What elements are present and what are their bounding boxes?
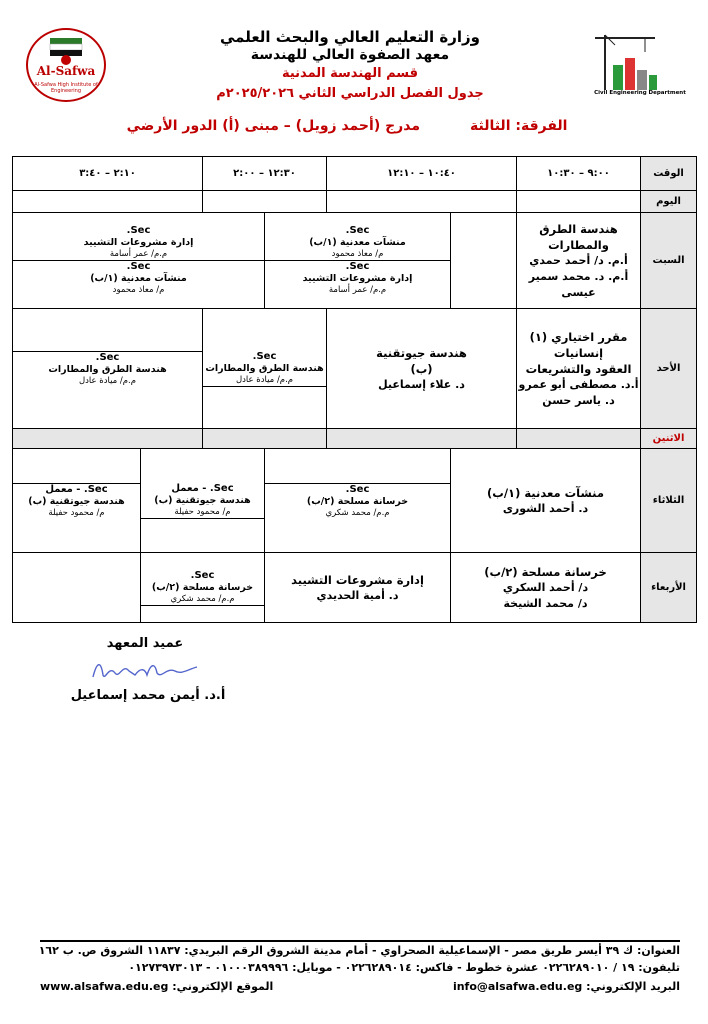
sat-section-1-tag: Sec. <box>345 225 370 236</box>
time-slot-1: ٩:٠٠ – ١٠:٣٠ <box>517 157 641 191</box>
sat-lecture <box>517 213 641 309</box>
sun-lecture-1 <box>517 309 641 429</box>
sat-section-2-person: م.م/ عمر أسامة <box>109 249 168 259</box>
tue-section-2-person: م.م/ محمد شكري <box>325 507 390 518</box>
tue-section-3-title: هندسة جيوتقنية (ب) <box>28 495 125 507</box>
tue-lecture <box>451 449 641 553</box>
wed-lecture-2-title: إدارة مشروعات التشييد <box>291 572 424 587</box>
dean-title: عميد المعهد <box>106 636 184 651</box>
time-slot-4: ٢:١٠ – ٣:٤٠ <box>13 157 203 191</box>
sun-lecture-2-lecturer: د. علاء إسماعيل <box>378 377 465 391</box>
year-label: الفرقة: الثالثة <box>470 118 568 134</box>
time-header: الوقت <box>641 157 697 191</box>
tue-section-block-3 <box>13 449 141 553</box>
sun-section-1-person: م.م/ ميادة عادل <box>235 374 294 385</box>
sat-lecture-lecturer-1: أ.م. د/ أحمد حمدي <box>529 253 628 267</box>
tue-section-2-tag: Sec. <box>345 483 370 495</box>
footer-phones: تليفون: ١٩ / ٠٢٢٦٢٨٩٠١٠ عشرة خطوط - فاكس: ٠٢٢٦٢٨٩٠١٤ - موبايل: ٠١٠٠٠٣٨٩٩٩٦ - ٠١٢٧٣٩٧٣٠١٣ <box>128 961 680 974</box>
sun-lecture-2 <box>327 309 517 429</box>
sun-section-block-2 <box>13 309 203 429</box>
sat-section-3-tag: Sec. <box>345 261 370 272</box>
institute-heading: معهد الصفوة العالي للهندسة <box>250 47 450 63</box>
sun-section-1-title: هندسة الطرق والمطارات <box>205 362 324 374</box>
sat-section-3-title: إدارة مشروعات التشييد <box>302 273 413 284</box>
mon-slot-2 <box>327 429 517 449</box>
sun-lecture-2-title-2: (ب) <box>410 361 433 376</box>
sun-lecture-1-title-3: العقود والتشريعات <box>525 361 632 376</box>
tue-section-3-tag: Sec. - معمل <box>45 483 108 495</box>
wed-section-1-person: م.م/ محمد شكري <box>170 593 235 604</box>
footer-site[interactable]: www.alsafwa.edu.eg <box>40 980 169 993</box>
day-tuesday: الثلاثاء <box>641 449 697 553</box>
wed-lecture-2 <box>265 553 451 623</box>
department-heading: قسم الهندسة المدنية <box>281 66 419 81</box>
sat-lecture-title: هندسة الطرق والمطارات <box>539 221 618 252</box>
footer-contact <box>40 980 680 993</box>
handwritten-signature <box>85 655 205 685</box>
sun-lecture-2-title-1: هندسة جيوتقنية <box>376 345 467 360</box>
ministry-heading: وزارة التعليم العالي والبحث العلمي <box>219 28 481 46</box>
logo-subtitle: Al-Safwa High Institute of Engineering <box>34 82 98 94</box>
department-logo-caption: Civil Engineering Department <box>594 90 686 96</box>
tue-section-1-tag: Sec. - معمل <box>171 482 234 494</box>
sat-section-4-tag: Sec. <box>126 261 151 272</box>
tue-section-3-person: م/ محمود حفيلة <box>48 507 105 518</box>
schedule-title: جدول الفصل الدراسي الثاني ٢٠٢٥/٢٠٢٦م <box>216 86 484 101</box>
sat-section-2-tag: Sec. <box>126 225 151 236</box>
tue-lecture-lecturer: د. أحمد الشورى <box>502 501 589 515</box>
sat-section-2-title: إدارة مشروعات التشييد <box>83 237 194 248</box>
tue-section-block-1 <box>265 449 451 553</box>
sun-section-1-tag: Sec. <box>252 350 277 362</box>
sun-lecture-1-lecturer-2: د. ياسر حسن <box>542 393 615 407</box>
alsafwa-logo <box>26 28 106 102</box>
time-slot-3: ١٢:٣٠ – ٢:٠٠ <box>203 157 327 191</box>
wed-lecture-1-lecturer-1: د/ أحمد السكري <box>502 580 589 594</box>
sat-section-4-title: منشآت معدنية (١/ب) <box>90 273 187 284</box>
sat-lecture-lecturer-2: أ.م. د. محمد سمير عيسى <box>528 269 629 299</box>
wed-lecture-1-title: خرسانة مسلحة (٢/ب) <box>484 564 607 579</box>
tue-section-block-2 <box>141 449 265 553</box>
dean-name: أ.د. أيمن محمد إسماعيل <box>70 688 226 703</box>
sun-lecture-1-lecturer-1: أ.د. مصطفى أبو عمرو <box>518 377 639 391</box>
sat-section-block-1 <box>265 213 451 309</box>
footer-site-wrap <box>40 980 273 993</box>
wed-lecture-1-lecturer-2: د/ محمد الشيخة <box>503 596 588 610</box>
tue-section-2-title: خرسانة مسلحة (٢/ب) <box>306 495 409 507</box>
sun-section-2-person: م.م/ ميادة عادل <box>78 375 137 386</box>
wed-lecture-1 <box>451 553 641 623</box>
mon-slot-1 <box>517 429 641 449</box>
wed-lecture-2-lecturer: د. أمية الحديدي <box>316 588 399 602</box>
day-monday: الاثنين <box>641 429 697 449</box>
logo-text: Al-Safwa <box>36 64 96 78</box>
sat-section-1-person: م/ معاذ محمود <box>331 249 384 259</box>
footer-site-label: الموقع الإلكتروني: <box>172 980 274 993</box>
wed-section-1-title: خرسانة مسلحة (٢/ب) <box>151 581 254 593</box>
day-saturday: السبت <box>641 213 697 309</box>
footer-email-label: البريد الإلكتروني: <box>586 980 680 993</box>
sat-section-4-person: م/ معاذ محمود <box>112 285 165 295</box>
sat-section-block-2 <box>13 213 265 309</box>
sun-section-2-tag: Sec. <box>95 351 120 363</box>
footer-divider <box>40 940 680 942</box>
hall-label: مدرج (أحمد زويل) – مبنى (أ) الدور الأرضي <box>126 118 420 134</box>
time-slot-2: ١٠:٤٠ – ١٢:١٠ <box>327 157 517 191</box>
sun-lecture-1-title-1: مقرر اختياري (١) <box>529 329 628 344</box>
tue-lecture-title: منشآت معدنية (١/ب) <box>487 485 604 500</box>
mon-slot-4 <box>13 429 203 449</box>
mon-slot-3 <box>203 429 327 449</box>
sun-section-2-title: هندسة الطرق والمطارات <box>48 363 167 375</box>
footer-address: العنوان: ك ٣٩ أيسر طريق مصر - الإسماعيلية الصحراوي - أمام مدينة الشروق الرقم البريدي: ١١٨٣٧ الشروق ص. ب ١٦٢ <box>38 944 680 957</box>
wed-empty-slot <box>13 553 141 623</box>
day-wednesday: الأربعاء <box>641 553 697 623</box>
wed-section-block <box>141 553 265 623</box>
sun-section-block-1 <box>203 309 327 429</box>
footer-email[interactable]: info@alsafwa.edu.eg <box>452 980 583 993</box>
wed-section-1-tag: Sec. <box>190 569 215 581</box>
day-header: اليوم <box>641 191 697 213</box>
sat-empty-slot <box>451 213 517 309</box>
tue-section-1-person: م/ محمود حفيلة <box>174 506 231 517</box>
sat-section-3-person: م.م/ عمر أسامة <box>328 285 387 295</box>
day-sunday: الأحد <box>641 309 697 429</box>
schedule-table <box>12 156 697 623</box>
sat-section-1-title: منشآت معدنية (١/ب) <box>309 237 406 248</box>
sun-lecture-1-title-2: إنسانيات <box>553 345 604 360</box>
tue-section-1-title: هندسة جيوتقنية (ب) <box>154 494 251 506</box>
